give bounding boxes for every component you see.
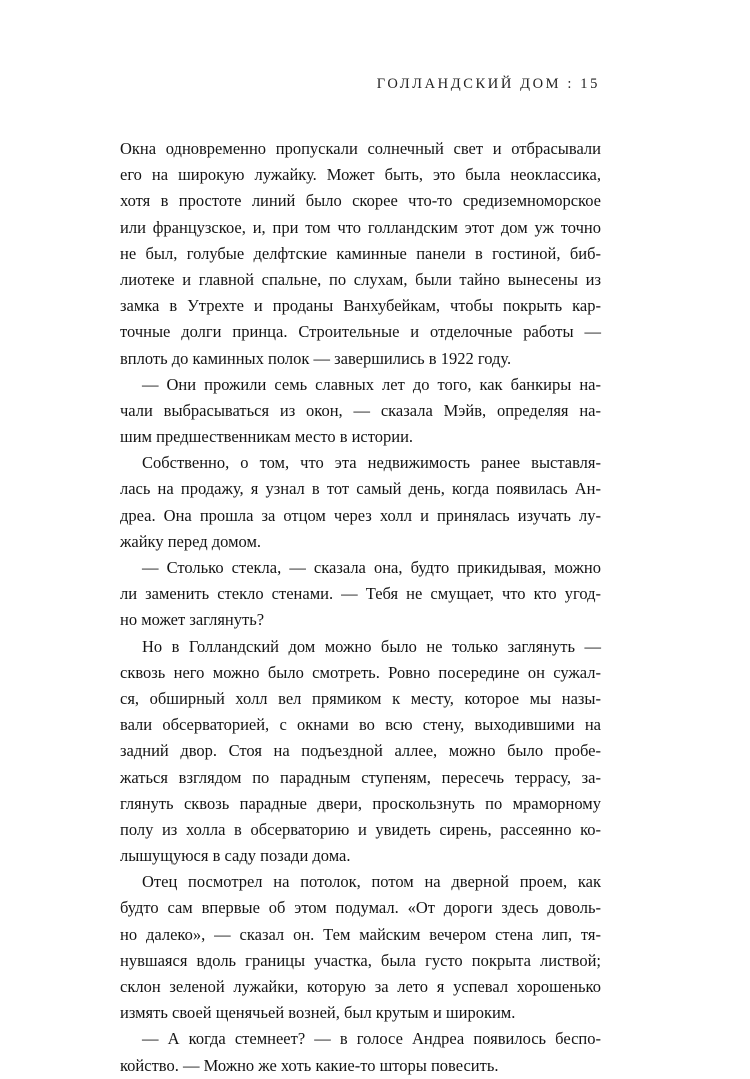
text-line: чали выбрасываться из окон, — сказала Мэйв, определяя на- [120, 400, 601, 420]
paragraph-7 [120, 1026, 601, 1078]
text-line: или французское, и, при том что голландским этот дом уж точно [120, 217, 601, 237]
text-line: ся, обширный холл вел прямиком к месту, которое мы назы- [120, 688, 601, 708]
text-line: но далеко», — сказал он. Тем майским вечером стена лип, тя- [120, 924, 601, 944]
text-line: вплоть до каминных полок — завершились в 1922 году. [120, 348, 512, 368]
text-line: измять своей щенячьей возней, был крутым и широким. [120, 1003, 516, 1023]
text-line: лась на продажу, я узнал в тот самый день, когда появилась Ан- [120, 479, 601, 499]
text-line: лышущуюся в саду позади дома. [120, 846, 351, 866]
running-head-title: ГОЛЛАНДСКИЙ ДОМ [376, 76, 562, 92]
text-line: дреа. Она прошла за отцом через холл и принялась изучать лу- [120, 505, 601, 525]
text-line: — Столько стекла, — сказала она, будто прикидывая, можно [142, 558, 601, 577]
text-line: — А когда стемнеет? — в голосе Андреа появилось беспо- [142, 1029, 601, 1049]
text-line: — Они прожили семь славных лет до того, как банкиры на- [142, 374, 601, 394]
text-line: хотя в простоте линий было скорее что-то средиземноморское [120, 191, 601, 211]
text-line: Но в Голландский дом можно было не только заглянуть — [142, 636, 601, 656]
text-line: но может заглянуть? [120, 610, 265, 630]
text-line: Собственно, о том, что эта недвижимость ранее выставля- [142, 453, 601, 473]
text-line: замка в Утрехте и проданы Ванхубейкам, чтобы покрыть кар- [120, 296, 601, 316]
text-line: будто сам впервые об этом подумал. «От дороги здесь доволь- [120, 898, 601, 918]
text-line: шим предшественникам место в истории. [120, 427, 414, 447]
text-line: склон зеленой лужайки, которую за лето я успевал хорошенько [120, 977, 601, 996]
text-line: нувшаяся вдоль границы участка, была густо покрыта листвой; [120, 950, 601, 970]
text-line: Окна одновременно пропускали солнечный свет и отбрасывали [120, 139, 601, 158]
running-head [377, 76, 600, 93]
text-line: задний двор. Стоя на подъездной аллее, можно было пробе- [120, 741, 601, 761]
text-line: жайку перед домом. [120, 531, 262, 551]
text-line: койство. — Можно же хоть какие-то шторы повесить. [120, 1055, 499, 1075]
body-text [120, 136, 601, 1079]
text-line: ли заменить стекло стенами. — Тебя не смущает, что кто угод- [120, 584, 601, 604]
paragraph-5 [120, 634, 601, 870]
paragraph-3 [120, 450, 601, 555]
paragraph-1 [120, 136, 601, 372]
text-line: не был, голубые делфтские каминные панели в гостиной, биб- [120, 243, 601, 263]
page-number: 15 [580, 76, 600, 92]
paragraph-4 [120, 555, 601, 634]
text-line: жаться взглядом по парадным ступеням, пересечь террасу, за- [120, 767, 601, 787]
paragraph-6 [120, 869, 601, 1026]
text-line: лиотеке и главной спальне, по слухам, были тайно вынесены из [120, 269, 601, 289]
text-line: сквозь него можно было смотреть. Ровно посередине он сужал- [120, 662, 601, 682]
text-line: вали обсерваторией, с окнами во всю стену, выходившими на [120, 715, 601, 735]
text-line: его на широкую лужайку. Может быть, это была неоклассика, [120, 165, 601, 185]
text-line: глянуть сквозь парадные двери, проскользнуть по мраморному [120, 793, 601, 813]
text-line: точные долги принца. Строительные и отделочные работы — [120, 322, 601, 342]
text-line: полу из холла в обсерваторию и увидеть сирень, рассеянно ко- [120, 819, 601, 839]
running-head-separator: : [567, 76, 575, 92]
text-line: Отец посмотрел на потолок, потом на дверной проем, как [142, 872, 601, 892]
paragraph-2 [120, 372, 601, 451]
